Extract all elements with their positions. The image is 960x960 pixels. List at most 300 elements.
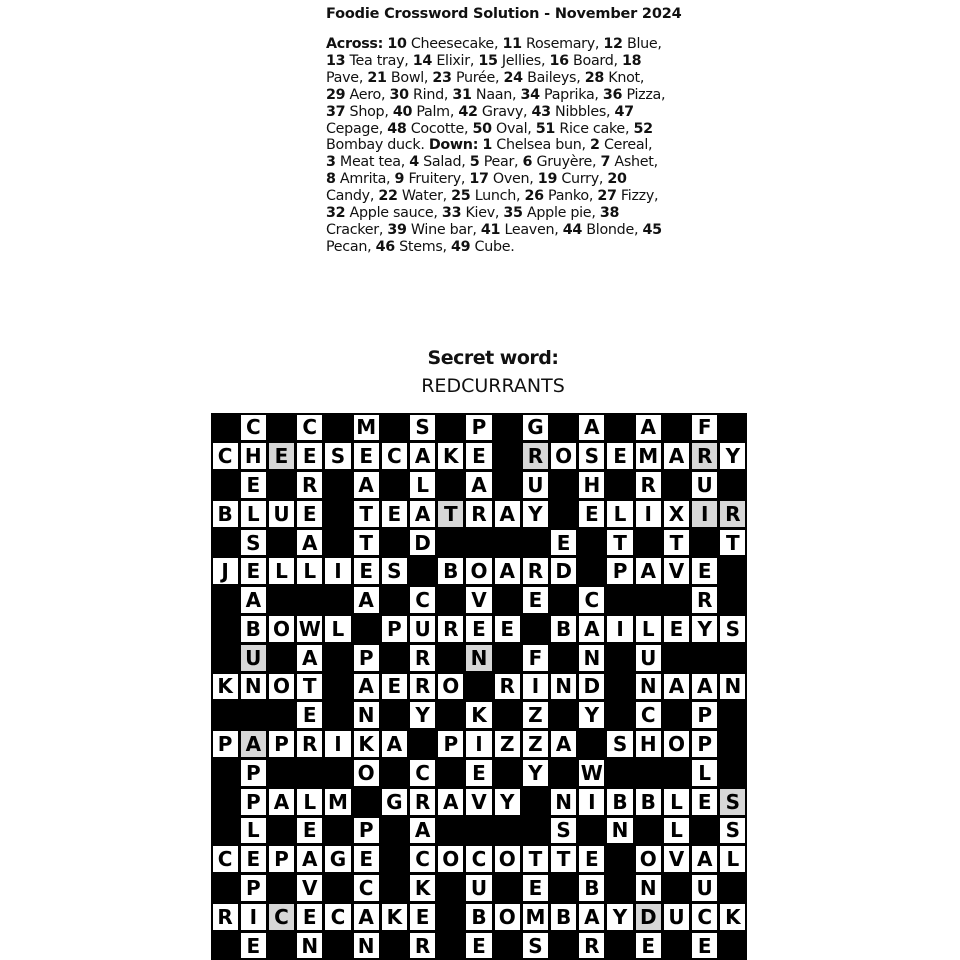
cell-letter: F	[528, 645, 543, 670]
secret-word-answer: REDCURRANTS	[421, 375, 565, 397]
clue-answer	[389, 87, 443, 103]
grid-cell	[297, 933, 322, 959]
answer-text: Panko	[548, 188, 589, 205]
grid-cell	[241, 760, 266, 786]
cell-letter: C	[697, 904, 713, 929]
cell-letter: N	[583, 645, 601, 670]
answer-text: Stems	[399, 238, 443, 255]
cell-letter: E	[556, 530, 571, 555]
grid-cell	[269, 904, 294, 930]
grid-cell	[636, 558, 661, 584]
cell-letter: C	[330, 904, 346, 929]
cell-letter: P	[387, 616, 402, 641]
answer-text: Blonde	[586, 221, 634, 238]
cell-letter: C	[217, 847, 233, 872]
cell-letter: O	[273, 616, 291, 641]
cell-letter: R	[414, 674, 431, 699]
grid-cell	[466, 558, 491, 584]
secret-word-heading: Secret word:	[427, 347, 559, 369]
grid-cell	[579, 875, 604, 901]
grid-cell	[354, 558, 379, 584]
cell-letter: S	[584, 444, 600, 469]
cell-letter: R	[499, 674, 515, 699]
grid-cell	[325, 443, 350, 469]
cell-letter: R	[217, 904, 233, 929]
cell-letter: A	[640, 415, 656, 440]
grid-cell	[213, 558, 238, 584]
grid-cell	[241, 789, 266, 815]
grid-cell	[269, 501, 294, 527]
cell-letter: I	[475, 732, 483, 757]
clue-answer	[376, 239, 443, 255]
cell-letter: L	[303, 789, 317, 814]
grid-cell	[297, 846, 322, 872]
grid-cell	[523, 587, 548, 613]
grid-cell	[551, 443, 576, 469]
cell-letter: E	[472, 444, 486, 469]
clue-number: 52	[633, 120, 653, 137]
clue-number: 20	[607, 171, 627, 188]
clue-number: 21	[367, 69, 387, 86]
grid-cell	[692, 731, 717, 757]
clue-number: 44	[562, 221, 583, 238]
cell-letter: P	[358, 818, 374, 843]
grid-cell	[241, 472, 266, 498]
cell-letter: N	[555, 789, 572, 814]
cell-letter: L	[416, 472, 429, 497]
grid-cell	[692, 616, 717, 642]
grid-cell	[438, 674, 463, 700]
clue-number: 7	[600, 154, 611, 171]
cell-letter: E	[302, 904, 317, 929]
section-heading: Down:	[428, 137, 479, 154]
grid-cell	[213, 731, 238, 757]
grid-cell	[354, 760, 379, 786]
answer-text: Tea tray	[349, 52, 405, 69]
grid-cell	[466, 904, 491, 930]
cell-letter: P	[245, 876, 261, 901]
grid-cell	[579, 472, 604, 498]
cell-letter: I	[616, 616, 624, 641]
cell-letter: E	[472, 616, 486, 641]
cell-letter: T	[528, 847, 543, 872]
clue-answer	[524, 188, 588, 204]
grid-cell	[720, 818, 745, 844]
cell-letter: V	[668, 847, 685, 872]
cell-letter: Z	[499, 732, 515, 757]
clue-answer	[470, 154, 514, 170]
cell-letter: A	[273, 789, 290, 814]
grid-cell	[354, 933, 379, 959]
grid-cell	[354, 702, 379, 728]
cell-letter: E	[359, 559, 373, 584]
grid-cell	[241, 846, 266, 872]
answer-text: Purée	[455, 69, 496, 86]
clue-number: 22	[378, 188, 398, 205]
answer-text: Board	[572, 52, 614, 69]
cell-letter: P	[471, 415, 487, 440]
clue-answer	[549, 53, 613, 69]
cell-letter: A	[301, 847, 318, 872]
cell-letter: S	[387, 559, 402, 584]
grid-cell	[551, 818, 576, 844]
clue-number: 15	[478, 52, 498, 69]
grid-cell	[410, 789, 435, 815]
answer-text: Salad	[423, 154, 462, 171]
grid-cell	[720, 616, 745, 642]
cell-letter: V	[471, 789, 487, 814]
cell-letter: E	[613, 444, 627, 469]
answer-text: Elixir	[436, 52, 470, 69]
cell-letter: T	[556, 847, 571, 872]
grid-cell	[579, 933, 604, 959]
cell-letter: K	[217, 674, 233, 699]
cell-letter: E	[528, 876, 543, 901]
cell-letter: O	[442, 674, 460, 699]
grid-cell	[579, 443, 604, 469]
grid-cell	[692, 702, 717, 728]
clue-answer	[452, 87, 512, 103]
grid-cell	[523, 415, 548, 441]
grid-cell	[692, 789, 717, 815]
cell-letter: R	[414, 645, 431, 670]
cell-letter: R	[584, 933, 600, 958]
cell-letter: E	[585, 847, 599, 872]
cell-letter: E	[359, 444, 373, 469]
grid-cell	[213, 501, 238, 527]
cell-letter: P	[697, 703, 713, 728]
grid-cell	[410, 501, 435, 527]
cell-letter: C	[245, 415, 261, 440]
cell-letter: Y	[584, 703, 600, 728]
cell-letter: U	[273, 501, 290, 526]
clue-number: 51	[535, 120, 556, 137]
grid-cell	[523, 702, 548, 728]
cell-letter: N	[357, 703, 375, 728]
clue-number: 45	[642, 221, 662, 238]
grid-cell	[297, 558, 322, 584]
clue-answer	[585, 70, 640, 86]
clue-answer	[504, 70, 577, 86]
cell-letter: S	[725, 789, 741, 814]
clue-answer	[521, 87, 595, 103]
clue-answer	[326, 87, 381, 103]
answer-text: Nibbles	[555, 103, 606, 120]
cell-letter: D	[639, 904, 657, 929]
answer-text: Pizza	[626, 86, 662, 103]
cell-letter: E	[472, 933, 486, 958]
grid-cell	[269, 846, 294, 872]
answer-text: Water	[401, 188, 443, 205]
clue-answer	[523, 154, 592, 170]
cell-letter: O	[639, 847, 657, 872]
cell-letter: Y	[528, 501, 543, 526]
cell-letter: P	[245, 789, 261, 814]
cell-letter: A	[471, 472, 487, 497]
cell-letter: K	[358, 732, 374, 757]
cell-letter: A	[640, 559, 656, 584]
cell-letter: K	[443, 444, 459, 469]
grid-cell	[636, 702, 661, 728]
grid-cell	[495, 846, 520, 872]
grid-cell	[692, 443, 717, 469]
cell-letter: E	[697, 789, 712, 814]
answer-text: Cepage	[326, 120, 379, 137]
grid-cell	[241, 616, 266, 642]
cell-letter: C	[415, 760, 430, 785]
grid-cell	[607, 616, 632, 642]
answer-text: Knot	[608, 69, 640, 86]
grid-cell	[354, 472, 379, 498]
cell-letter: P	[697, 732, 713, 757]
grid-cell	[382, 501, 407, 527]
clue-answer	[597, 188, 654, 204]
grid-cell	[720, 501, 745, 527]
cell-letter: L	[726, 847, 740, 872]
answer-text: Amrita	[339, 171, 387, 188]
grid-cell	[607, 731, 632, 757]
grid-cell	[297, 530, 322, 556]
grid-cell	[466, 875, 491, 901]
grid-cell	[466, 789, 491, 815]
cell-letter: A	[386, 732, 403, 757]
cell-letter: H	[639, 732, 657, 757]
answer-text: Baileys	[527, 69, 577, 86]
cell-letter: B	[555, 616, 572, 641]
cell-letter: B	[471, 904, 487, 929]
grid-cell	[636, 443, 661, 469]
clue-number: 26	[524, 188, 544, 205]
grid-cell	[466, 760, 491, 786]
grid-cell	[636, 875, 661, 901]
grid-cell	[636, 501, 661, 527]
grid-cell	[410, 645, 435, 671]
grid-cell	[720, 674, 745, 700]
grid-cell	[354, 904, 379, 930]
grid-cell	[354, 501, 379, 527]
clue-number: 34	[520, 86, 540, 103]
grid-cell	[495, 501, 520, 527]
grid-cell	[410, 616, 435, 642]
grid-cell	[636, 674, 661, 700]
cell-letter: T	[613, 530, 627, 555]
clue-answer	[603, 36, 657, 52]
grid-cell	[579, 587, 604, 613]
grid-cell	[636, 731, 661, 757]
clue-number: 36	[602, 86, 623, 103]
grid-cell	[607, 818, 632, 844]
clue-answer	[532, 104, 606, 120]
cell-letter: O	[498, 904, 516, 929]
clue-number: 3	[326, 154, 336, 171]
cell-letter: R	[527, 444, 544, 469]
cell-letter: E	[387, 501, 402, 526]
cell-letter: S	[556, 818, 571, 843]
grid-cell	[213, 846, 238, 872]
cell-letter: U	[668, 904, 685, 929]
cell-letter: A	[358, 674, 374, 699]
grid-cell	[241, 904, 266, 930]
clue-answer	[387, 222, 472, 238]
answer-text: Bowl	[390, 69, 424, 86]
cell-letter: E	[359, 847, 373, 872]
cell-letter: E	[387, 674, 402, 699]
answer-text: Shop	[349, 103, 385, 120]
grid-cell	[213, 443, 238, 469]
grid-cell	[410, 415, 435, 441]
grid-cell	[354, 443, 379, 469]
answer-text: Oven	[492, 171, 530, 188]
grid-cell	[692, 846, 717, 872]
cell-letter: E	[246, 933, 261, 958]
answer-text: Cracker	[326, 221, 379, 238]
cell-letter: X	[668, 501, 685, 526]
cell-letter: M	[525, 904, 546, 929]
cell-letter: L	[698, 760, 712, 785]
cell-letter: U	[696, 472, 713, 497]
cell-letter: R	[414, 933, 431, 958]
cell-letter: L	[331, 616, 345, 641]
cell-letter: A	[696, 674, 713, 699]
cell-letter: E	[246, 472, 261, 497]
grid-cell	[269, 558, 294, 584]
clue-number: 17	[469, 171, 489, 188]
clue-number: 37	[326, 103, 346, 120]
answer-text: Rind	[413, 86, 444, 103]
grid-cell	[241, 587, 266, 613]
cell-letter: E	[697, 559, 712, 584]
cell-letter: O	[498, 847, 516, 872]
grid-cell	[579, 846, 604, 872]
grid-cell	[241, 501, 266, 527]
grid-cell	[354, 875, 379, 901]
grid-cell	[636, 415, 661, 441]
cell-letter: O	[273, 674, 291, 699]
clue-number: 47	[614, 103, 634, 120]
grid-cell	[607, 904, 632, 930]
clue-number: 42	[458, 103, 478, 120]
clue-number: 41	[480, 221, 501, 238]
grid-cell	[297, 443, 322, 469]
answer-text: Apple sauce	[349, 205, 434, 222]
grid-cell	[382, 789, 407, 815]
cell-letter: L	[303, 559, 317, 584]
grid-cell	[523, 472, 548, 498]
clue-answer	[326, 154, 401, 170]
clue-answer	[482, 137, 581, 153]
clue-number: 46	[375, 238, 395, 255]
grid-cell	[297, 501, 322, 527]
grid-cell	[410, 674, 435, 700]
grid-cell	[720, 443, 745, 469]
clue-answer	[590, 137, 648, 153]
grid-cell	[579, 501, 604, 527]
grid-cell	[495, 731, 520, 757]
cell-letter: T	[359, 530, 373, 555]
answer-text: Chelsea bun	[496, 137, 582, 154]
cell-letter: N	[244, 674, 262, 699]
cell-letter: E	[669, 616, 684, 641]
clue-number: 48	[387, 120, 407, 137]
cell-letter: O	[357, 760, 375, 785]
cell-letter: A	[584, 415, 600, 440]
grid-cell	[410, 875, 435, 901]
grid-cell	[551, 789, 576, 815]
grid-cell	[551, 530, 576, 556]
cell-letter: B	[443, 559, 459, 584]
clue-answer	[478, 53, 541, 69]
answer-text: Cube	[474, 238, 511, 255]
grid-cell	[636, 645, 661, 671]
grid-cell	[269, 616, 294, 642]
grid-cell	[382, 731, 407, 757]
grid-cell	[325, 789, 350, 815]
grid-cell	[269, 674, 294, 700]
grid-cell	[692, 501, 717, 527]
grid-cell	[720, 789, 745, 815]
clue-answer	[432, 70, 495, 86]
grid-cell	[410, 443, 435, 469]
clue-number: 27	[597, 188, 617, 205]
cell-letter: I	[588, 789, 596, 814]
grid-cell	[325, 904, 350, 930]
cell-letter: A	[414, 444, 431, 469]
answer-text: Lunch	[474, 188, 516, 205]
grid-cell	[438, 616, 463, 642]
cell-letter: C	[387, 444, 402, 469]
cell-letter: A	[245, 588, 262, 613]
grid-cell	[297, 818, 322, 844]
cell-letter: L	[641, 616, 655, 641]
cell-letter: C	[358, 876, 374, 901]
clue-answer	[538, 171, 599, 187]
clue-number: 23	[432, 69, 452, 86]
clue-answer	[326, 104, 384, 120]
cell-letter: C	[640, 703, 656, 728]
cell-letter: K	[414, 876, 431, 901]
answer-text: Kiev	[465, 205, 495, 222]
clue-answer	[326, 205, 433, 221]
cell-letter: L	[246, 818, 260, 843]
clue-answer	[458, 104, 523, 120]
clue-number: 32	[326, 205, 346, 222]
clue-number: 24	[503, 69, 523, 86]
cell-letter: P	[245, 760, 261, 785]
cell-letter: I	[249, 904, 258, 929]
cell-letter: B	[612, 789, 628, 814]
grid-cell	[523, 846, 548, 872]
cell-letter: E	[302, 444, 317, 469]
grid-cell	[636, 904, 661, 930]
cell-letter: N	[724, 674, 742, 699]
grid-cell	[692, 415, 717, 441]
grid-cell	[579, 645, 604, 671]
grid-cell	[466, 415, 491, 441]
cell-letter: V	[301, 876, 318, 901]
cell-letter: N	[301, 933, 319, 958]
clue-answer	[387, 36, 494, 52]
cell-letter: A	[499, 501, 515, 526]
grid-cell	[297, 472, 322, 498]
cell-letter: R	[640, 472, 656, 497]
grid-cell	[664, 443, 689, 469]
grid-cell	[551, 674, 576, 700]
grid-cell	[523, 875, 548, 901]
cell-letter: K	[725, 904, 741, 929]
grid-cell	[297, 875, 322, 901]
grid-cell	[410, 530, 435, 556]
clue-number: 33	[441, 205, 462, 222]
